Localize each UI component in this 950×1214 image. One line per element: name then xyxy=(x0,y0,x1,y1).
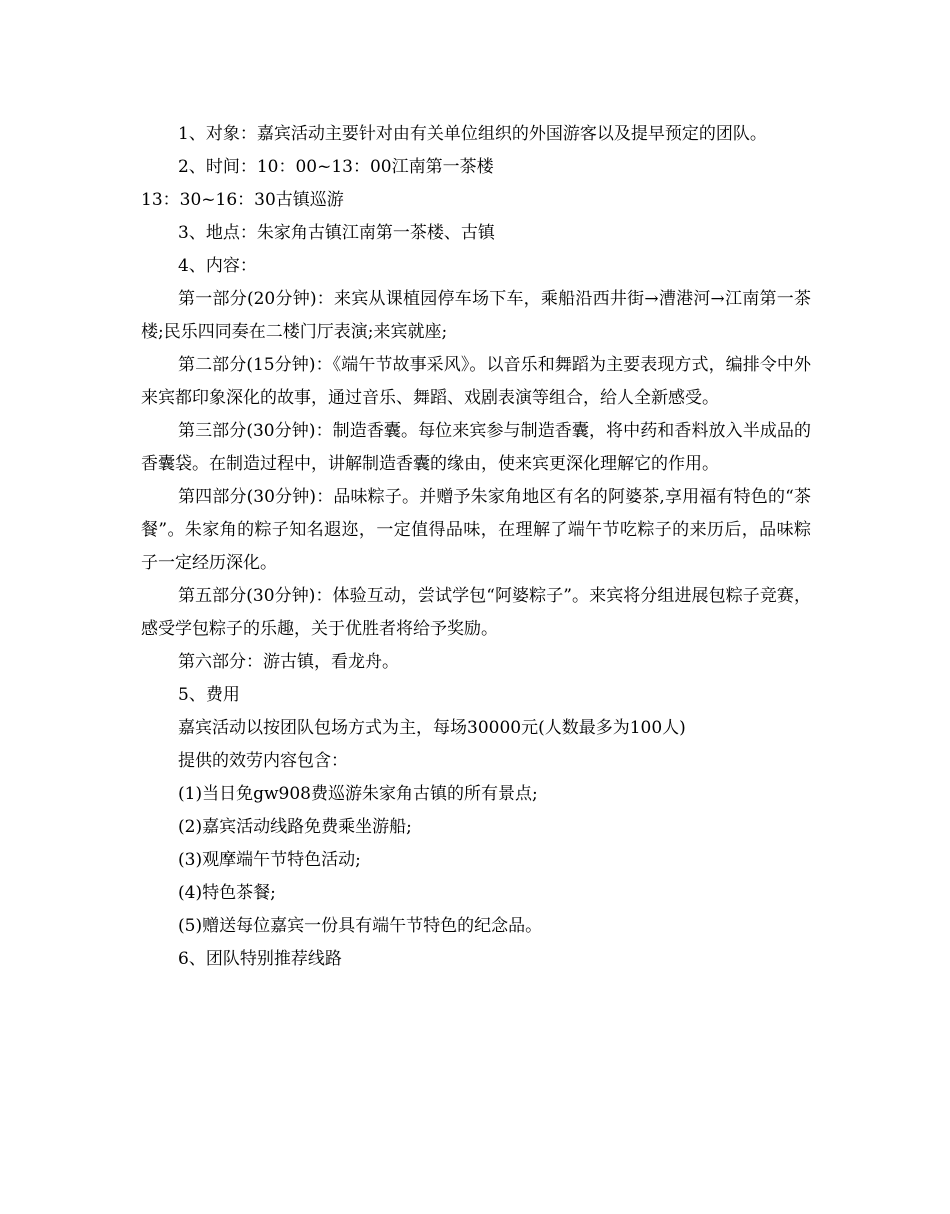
paragraph-target: 1、对象：嘉宾活动主要针对由有关单位组织的外国游客以及提早预定的团队。 xyxy=(178,124,767,144)
paragraph-part-3: 第三部分(30分钟)：制造香囊。每位来宾参与制造香囊，将中药和香料放入半成品的香囊袋。在制造过程中，讲解制造香囊的缘由，使来宾更深化理解它的作用。 xyxy=(141,421,811,474)
paragraph-time-2: 13：30~16：30古镇巡游 xyxy=(141,190,344,210)
list-item-service-5: (5)赠送每位嘉宾一份具有端午节特色的纪念品。 xyxy=(178,916,543,936)
paragraph-part-2: 第二部分(15分钟)：《端午节故事采风》。以音乐和舞蹈为主要表现方式，编排令中外来宾都印象深化的故事，通过音乐、舞蹈、戏剧表演等组合，给人全新感受。 xyxy=(141,355,811,408)
list-item-service-1: (1)当日免gw908费巡游朱家角古镇的所有景点; xyxy=(178,784,538,804)
paragraph-location: 3、地点：朱家角古镇江南第一茶楼、古镇 xyxy=(178,223,495,243)
paragraph-route-heading: 6、团队特别推荐线路 xyxy=(178,949,342,969)
document-body xyxy=(141,118,811,976)
paragraph-services-heading: 提供的效劳内容包含： xyxy=(178,751,348,771)
list-item-service-3: (3)观摩端午节特色活动; xyxy=(178,850,361,870)
paragraph-part-5: 第五部分(30分钟)：体验互动，尝试学包“阿婆粽子”。来宾将分组进展包粽子竞赛，感受学包粽子的乐趣，关于优胜者将给予奖励。 xyxy=(141,586,811,639)
list-item-service-2: (2)嘉宾活动线路免费乘坐游船; xyxy=(178,817,412,837)
paragraph-part-4: 第四部分(30分钟)：品味粽子。并赠予朱家角地区有名的阿婆茶,享用福有特色的“茶餐”。朱家角的粽子知名遐迩，一定值得品味，在理解了端午节吃粽子的来历后，品味粽子一定经历深化。 xyxy=(141,487,811,573)
list-item-service-4: (4)特色茶餐; xyxy=(178,883,276,903)
paragraph-fees-heading: 5、费用 xyxy=(178,685,240,705)
paragraph-fees-detail: 嘉宾活动以按团队包场方式为主，每场30000元(人数最多为100人) xyxy=(178,718,686,738)
paragraph-content-heading: 4、内容： xyxy=(178,256,257,276)
paragraph-time: 2、时间：10：00~13：00江南第一茶楼 xyxy=(178,157,494,177)
paragraph-part-6: 第六部分：游古镇，看龙舟。 xyxy=(178,652,399,672)
paragraph-part-1: 第一部分(20分钟)：来宾从课植园停车场下车，乘船沿西井街→漕港河→江南第一茶楼;民乐四同奏在二楼门厅表演;来宾就座; xyxy=(141,289,811,342)
